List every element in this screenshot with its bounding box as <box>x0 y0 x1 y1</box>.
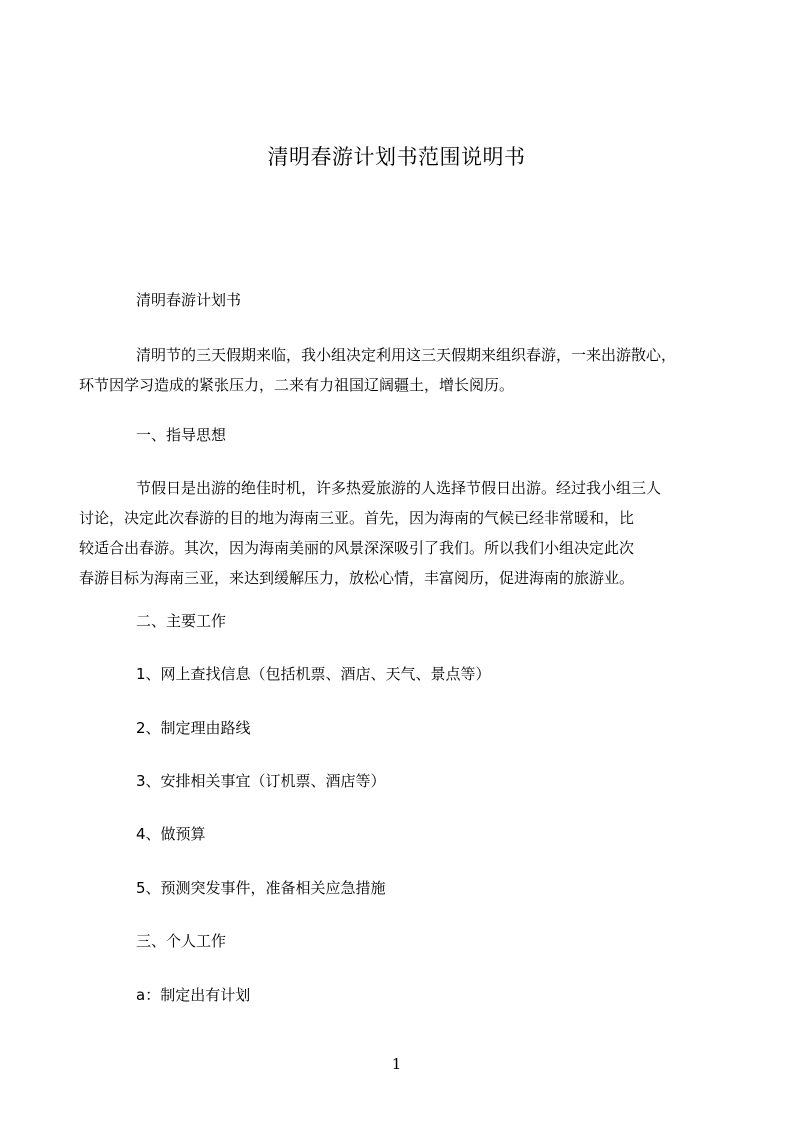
intro-paragraph <box>79 340 676 400</box>
paragraph-line: 节假日是出游的绝佳时机，许多热爱旅游的人选择节假日出游。经过我小组三人 <box>136 479 662 497</box>
document-title: 清明春游计划书范围说明书 <box>267 145 526 169</box>
work-item: 4、做预算 <box>136 825 206 843</box>
personal-work-item: a：制定出有计划 <box>136 986 251 1004</box>
work-item: 5、预测突发事件，准备相关应急措施 <box>136 879 386 897</box>
document-subtitle: 清明春游计划书 <box>136 291 242 309</box>
paragraph-line: 讨论，决定此次春游的目的地为海南三亚。首先，因为海南的气候已经非常暖和，比 <box>79 509 635 527</box>
guiding-ideology-paragraph <box>79 473 661 593</box>
paragraph-line: 较适合出春游。其次，因为海南美丽的风景深深吸引了我们。所以我们小组决定此次 <box>79 539 635 557</box>
work-item: 2、制定理由路线 <box>136 719 251 737</box>
section-heading-personal-work: 三、个人工作 <box>136 932 227 950</box>
intro-line: 清明节的三天假期来临，我小组决定利用这三天假期来组织春游，一来出游散心， <box>136 346 677 364</box>
paragraph-line: 春游目标为海南三亚，来达到缓解压力，放松心情，丰富阅历，促进海南的旅游业。 <box>79 569 635 587</box>
work-item: 1、网上查找信息（包括机票、酒店、天气、景点等） <box>136 665 491 683</box>
page-number: 1 <box>391 1055 402 1073</box>
section-heading-guiding-ideology: 一、指导思想 <box>136 426 227 444</box>
work-item: 3、安排相关事宜（订机票、酒店等） <box>136 772 386 790</box>
intro-line: 环节因学习造成的紧张压力，二来有力祖国辽阔疆土，增长阅历。 <box>79 376 515 394</box>
section-heading-main-work: 二、主要工作 <box>136 612 227 630</box>
